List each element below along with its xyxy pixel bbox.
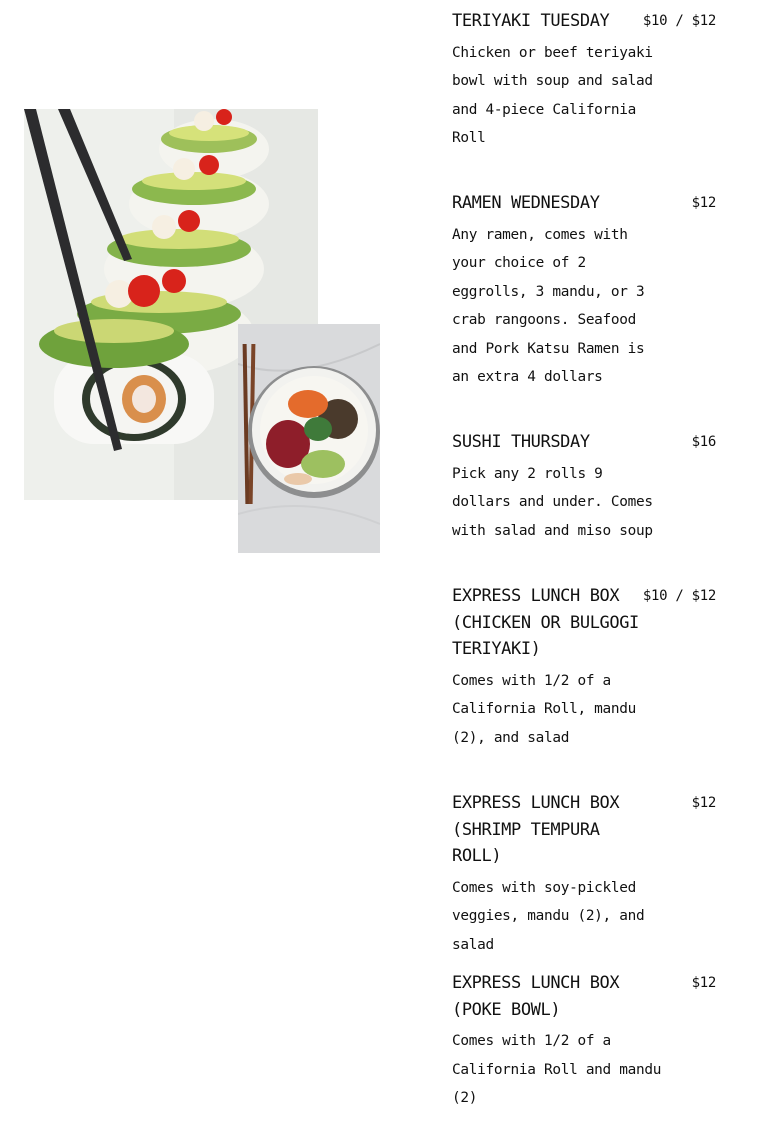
poke-bowl-photo xyxy=(238,324,380,553)
menu-item-teriyaki-tuesday xyxy=(452,8,716,153)
menu-item-ramen-wednesday xyxy=(452,190,716,392)
menu-item-description: Comes with 1/2 of a California Roll, mandu (2), and salad xyxy=(452,672,637,746)
menu-item-express-lunch-poke xyxy=(452,970,716,1113)
menu-item-description: Pick any 2 rolls 9 dollars and under. Comes with salad and miso soup xyxy=(452,465,653,539)
menu-item-description: Any ramen, comes with your choice of 2 eggrolls, 3 mandu, or 3 crab rangoons. Seafood and Pork Katsu Ramen is an extra 4 dollars xyxy=(452,226,645,386)
menu-item-express-lunch-teriyaki xyxy=(452,583,716,752)
menu-item-sushi-thursday xyxy=(452,429,716,545)
menu-item-title: EXPRESS LUNCH BOX (POKE BOWL) xyxy=(452,973,620,1020)
menu-item-title: TERIYAKI TUESDAY xyxy=(452,11,610,31)
menu-item-title: EXPRESS LUNCH BOX (SHRIMP TEMPURA ROLL) xyxy=(452,793,620,866)
menu-item-price: $16 xyxy=(691,434,716,450)
menu-item-description: Comes with soy-pickled veggies, mandu (2), and salad xyxy=(452,879,645,953)
menu-item-price: $12 xyxy=(691,795,716,811)
menu-item-description: Chicken or beef teriyaki bowl with soup and salad and 4-piece California Roll xyxy=(452,44,653,147)
menu-item-price: $10 / $12 xyxy=(642,13,716,29)
menu-item-title: RAMEN WEDNESDAY xyxy=(452,193,600,213)
menu-item-description: Comes with 1/2 of a California Roll and mandu (2) xyxy=(452,1033,662,1107)
menu-item-express-lunch-shrimp xyxy=(452,790,716,959)
menu-item-price: $12 xyxy=(691,195,716,211)
menu-item-price: $10 / $12 xyxy=(642,588,716,604)
menu-item-title: EXPRESS LUNCH BOX (CHICKEN OR BULGOGI TERIYAKI) xyxy=(452,586,639,659)
menu-item-title: SUSHI THURSDAY xyxy=(452,432,590,452)
menu-item-price: $12 xyxy=(691,975,716,991)
